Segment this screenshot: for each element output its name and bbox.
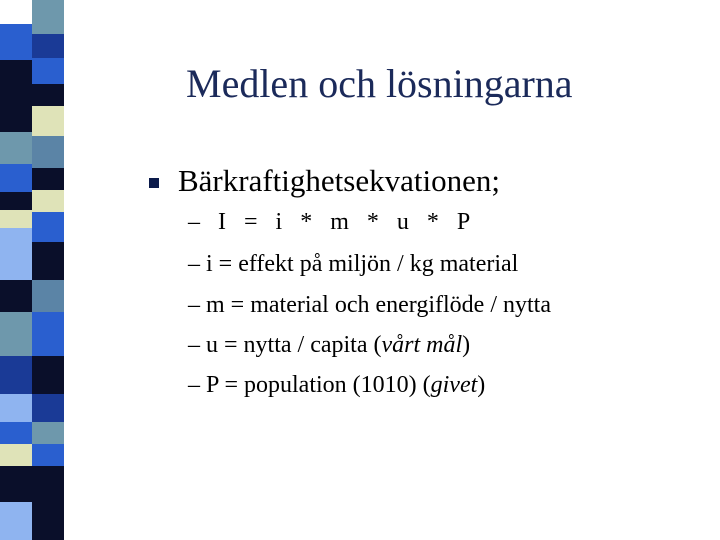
stripe-block <box>0 466 32 502</box>
main-bullet-text: Bärkraftighetsekvationen; <box>178 163 500 198</box>
stripe-block <box>32 106 64 136</box>
stripe-block <box>32 136 64 168</box>
sub-bullet-u <box>188 332 470 359</box>
stripe-block <box>0 356 32 394</box>
stripe-block <box>32 502 64 540</box>
stripe-block <box>32 280 64 312</box>
sub-bullet-p-close: ) <box>477 372 486 398</box>
sub-bullet-p-text: – P = population (1010) ( <box>188 372 431 398</box>
stripe-block <box>32 422 64 444</box>
slide-title: Medlen och lösningarna <box>186 61 573 106</box>
stripe-block <box>0 312 32 356</box>
stripe-block <box>0 24 32 60</box>
stripe-block <box>32 444 64 466</box>
stripe-block <box>0 164 32 192</box>
stripe-block <box>32 466 64 502</box>
sub-bullet-i: – i = effekt på miljön / kg material <box>188 251 519 277</box>
sub-bullet-p-emphasis: givet <box>430 372 478 398</box>
stripe-block <box>0 132 32 164</box>
stripe-block <box>32 356 64 394</box>
stripe-block <box>32 212 64 242</box>
decorative-stripe <box>0 0 90 540</box>
stripe-block <box>32 34 64 58</box>
bullet-square-icon <box>149 178 159 188</box>
stripe-block <box>0 100 32 132</box>
stripe-block <box>0 192 32 210</box>
stripe-block <box>32 84 64 106</box>
sub-bullet-equation: – I = i * m * u * P <box>188 209 472 235</box>
stripe-block <box>32 168 64 190</box>
sub-bullet-m: – m = material och energiflöde / nytta <box>188 292 551 318</box>
stripe-block <box>0 210 32 228</box>
stripe-block <box>32 242 64 280</box>
stripe-block <box>32 190 64 212</box>
stripe-block <box>0 228 32 280</box>
stripe-block <box>0 60 32 100</box>
stripe-block <box>0 444 32 466</box>
stripe-block <box>0 394 32 422</box>
sub-bullet-u-emphasis: vårt mål <box>381 332 463 358</box>
stripe-block <box>32 58 64 84</box>
stripe-block <box>32 312 64 356</box>
stripe-block <box>0 502 32 540</box>
sub-bullet-u-text: – u = nytta / capita ( <box>188 332 382 358</box>
sub-bullet-u-close: ) <box>462 332 471 358</box>
stripe-block <box>32 394 64 422</box>
stripe-block <box>32 0 64 34</box>
stripe-block <box>0 422 32 444</box>
stripe-block <box>0 280 32 312</box>
sub-bullet-p <box>188 372 485 399</box>
